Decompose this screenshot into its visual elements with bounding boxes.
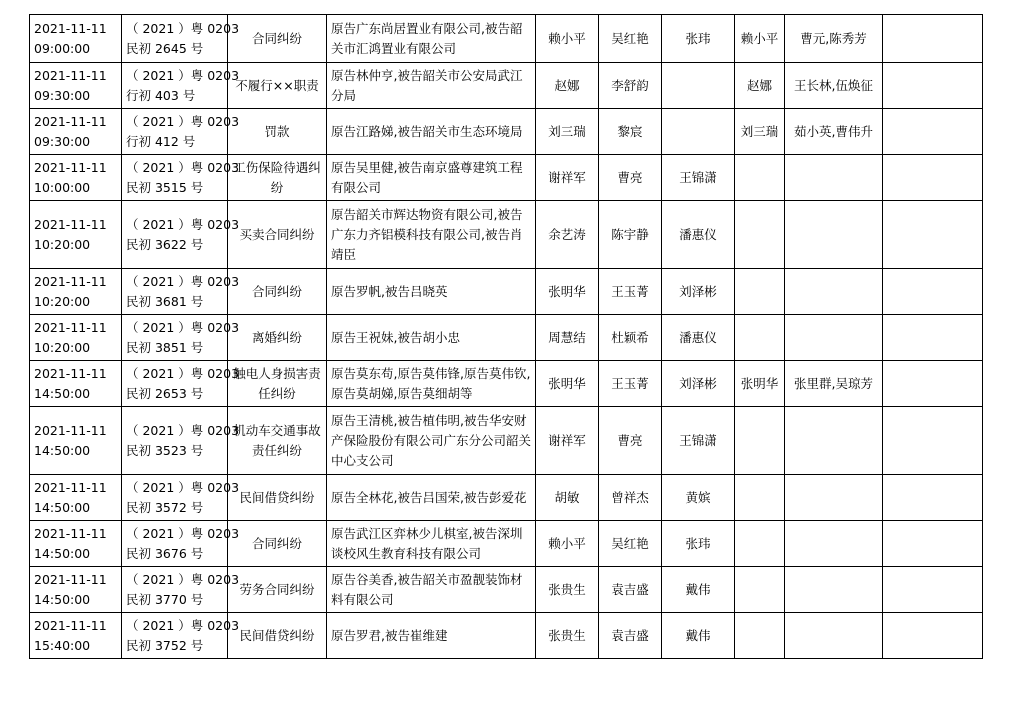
hearing-time: 09:30:00	[34, 133, 91, 149]
juror-2: 戴伟	[662, 613, 735, 659]
hearing-date: 2021-11-11	[34, 273, 107, 289]
hearing-time: 14:50:00	[34, 385, 91, 401]
presiding-judge	[735, 475, 785, 521]
juror-1: 陈宇静	[599, 201, 662, 269]
case-number-serial: 民初 3523 号	[126, 442, 204, 458]
juror-2: 刘泽彬	[662, 269, 735, 315]
table-body	[30, 15, 983, 659]
case-cause: 合同纠纷	[228, 15, 327, 63]
case-number-court: （ 2021 ）粤 0203	[126, 571, 240, 587]
case-cause: 离婚纠纷	[228, 315, 327, 361]
case-number-cell	[122, 201, 240, 269]
case-parties: 原告莫东苟,原告莫伟锋,原告莫伟钦,原告莫胡娣,原告莫细胡等	[327, 361, 536, 407]
other-members: 张里群,吴琼芳	[785, 361, 883, 407]
case-parties: 原告广东尚居置业有限公司,被告韶关市汇鸿置业有限公司	[327, 15, 536, 63]
hearing-date: 2021-11-11	[34, 617, 107, 633]
juror-2	[662, 63, 735, 109]
table-row	[30, 475, 983, 521]
juror-1: 李舒韵	[599, 63, 662, 109]
other-members	[785, 613, 883, 659]
case-number-serial: 民初 3770 号	[126, 591, 204, 607]
presiding-judge	[735, 269, 785, 315]
hearing-time: 14:50:00	[34, 545, 91, 561]
juror-1: 黎宸	[599, 109, 662, 155]
table-row	[30, 155, 983, 201]
case-number-serial: 民初 3622 号	[126, 236, 204, 252]
juror-2: 潘惠仪	[662, 201, 735, 269]
case-parties: 原告谷美香,被告韶关市盈靓装饰材料有限公司	[327, 567, 536, 613]
judge: 周慧结	[536, 315, 599, 361]
presiding-judge	[735, 567, 785, 613]
case-parties: 原告韶关市辉达物资有限公司,被告广东力齐铝模科技有限公司,被告肖靖臣	[327, 201, 536, 269]
presiding-judge	[735, 521, 785, 567]
table-row	[30, 63, 983, 109]
presiding-judge: 赵娜	[735, 63, 785, 109]
presiding-judge	[735, 407, 785, 475]
case-number-court: （ 2021 ）粤 0203	[126, 113, 240, 129]
case-number-serial: 民初 3676 号	[126, 545, 204, 561]
hearing-datetime-cell	[30, 407, 122, 475]
hearing-time: 14:50:00	[34, 591, 91, 607]
hearing-datetime-cell	[30, 475, 122, 521]
table-row	[30, 613, 983, 659]
note-cell	[883, 567, 983, 613]
table-row	[30, 521, 983, 567]
hearing-time: 09:30:00	[34, 87, 91, 103]
juror-2: 戴伟	[662, 567, 735, 613]
case-number-cell	[122, 567, 240, 613]
other-members	[785, 521, 883, 567]
table-row	[30, 567, 983, 613]
hearing-date: 2021-11-11	[34, 365, 107, 381]
case-number-cell	[122, 361, 240, 407]
judge: 张明华	[536, 361, 599, 407]
hearing-datetime-cell	[30, 15, 122, 63]
case-parties: 原告吴里健,被告南京盛尊建筑工程有限公司	[327, 155, 536, 201]
case-number-serial: 民初 3572 号	[126, 499, 204, 515]
note-cell	[883, 269, 983, 315]
juror-1: 王玉菁	[599, 269, 662, 315]
juror-2: 潘惠仪	[662, 315, 735, 361]
presiding-judge	[735, 315, 785, 361]
hearing-schedule-table	[29, 14, 983, 659]
other-members	[785, 475, 883, 521]
hearing-time: 15:40:00	[34, 637, 91, 653]
case-number-serial: 民初 3851 号	[126, 339, 204, 355]
juror-1: 吴红艳	[599, 521, 662, 567]
case-cause: 买卖合同纠纷	[228, 201, 327, 269]
hearing-time: 10:20:00	[34, 293, 91, 309]
case-number-court: （ 2021 ）粤 0203	[126, 479, 240, 495]
other-members	[785, 201, 883, 269]
case-number-court: （ 2021 ）粤 0203	[126, 216, 240, 232]
presiding-judge	[735, 201, 785, 269]
presiding-judge	[735, 155, 785, 201]
judge: 刘三瑞	[536, 109, 599, 155]
judge: 赵娜	[536, 63, 599, 109]
hearing-time: 09:00:00	[34, 40, 91, 56]
juror-2: 王锦潇	[662, 155, 735, 201]
case-number-serial: 民初 3752 号	[126, 637, 204, 653]
case-cause: 不履行××职责	[228, 63, 327, 109]
presiding-judge	[735, 613, 785, 659]
note-cell	[883, 155, 983, 201]
note-cell	[883, 521, 983, 567]
other-members	[785, 155, 883, 201]
hearing-date: 2021-11-11	[34, 319, 107, 335]
case-number-court: （ 2021 ）粤 0203	[126, 422, 240, 438]
case-parties: 原告武江区弈林少儿棋室,被告深圳谈校风生教育科技有限公司	[327, 521, 536, 567]
case-cause: 合同纠纷	[228, 521, 327, 567]
hearing-datetime-cell	[30, 269, 122, 315]
hearing-date: 2021-11-11	[34, 479, 107, 495]
hearing-datetime-cell	[30, 613, 122, 659]
hearing-date: 2021-11-11	[34, 525, 107, 541]
hearing-datetime-cell	[30, 201, 122, 269]
note-cell	[883, 475, 983, 521]
hearing-time: 10:20:00	[34, 236, 91, 252]
table-row	[30, 269, 983, 315]
hearing-date: 2021-11-11	[34, 20, 107, 36]
hearing-date: 2021-11-11	[34, 159, 107, 175]
table-row	[30, 315, 983, 361]
hearing-datetime-cell	[30, 63, 122, 109]
hearing-datetime-cell	[30, 155, 122, 201]
case-number-cell	[122, 613, 240, 659]
case-cause: 民间借贷纠纷	[228, 613, 327, 659]
case-cause: 劳务合同纠纷	[228, 567, 327, 613]
note-cell	[883, 407, 983, 475]
hearing-datetime-cell	[30, 109, 122, 155]
juror-1: 杜颖希	[599, 315, 662, 361]
note-cell	[883, 315, 983, 361]
case-cause: 民间借贷纠纷	[228, 475, 327, 521]
case-cause: 工伤保险待遇纠纷	[228, 155, 327, 201]
table-row	[30, 201, 983, 269]
hearing-time: 14:50:00	[34, 499, 91, 515]
case-number-serial: 民初 3681 号	[126, 293, 204, 309]
case-number-court: （ 2021 ）粤 0203	[126, 525, 240, 541]
case-number-court: （ 2021 ）粤 0203	[126, 273, 240, 289]
case-cause: 机动车交通事故责任纠纷	[228, 407, 327, 475]
note-cell	[883, 613, 983, 659]
judge: 胡敏	[536, 475, 599, 521]
hearing-datetime-cell	[30, 361, 122, 407]
case-cause: 罚款	[228, 109, 327, 155]
judge: 张贵生	[536, 613, 599, 659]
juror-1: 袁吉盛	[599, 613, 662, 659]
juror-1: 曾祥杰	[599, 475, 662, 521]
juror-1: 曹亮	[599, 407, 662, 475]
case-number-court: （ 2021 ）粤 0203	[126, 67, 240, 83]
note-cell	[883, 201, 983, 269]
table-row	[30, 109, 983, 155]
case-number-cell	[122, 15, 240, 63]
case-number-serial: 行初 412 号	[126, 133, 196, 149]
case-parties: 原告江路娣,被告韶关市生态环境局	[327, 109, 536, 155]
other-members	[785, 407, 883, 475]
presiding-judge: 刘三瑞	[735, 109, 785, 155]
case-number-court: （ 2021 ）粤 0203	[126, 159, 240, 175]
case-number-court: （ 2021 ）粤 0203	[126, 319, 240, 335]
note-cell	[883, 361, 983, 407]
judge: 赖小平	[536, 15, 599, 63]
other-members	[785, 269, 883, 315]
case-parties: 原告罗帆,被告吕晓英	[327, 269, 536, 315]
case-parties: 原告王祝妹,被告胡小忠	[327, 315, 536, 361]
juror-1: 王玉菁	[599, 361, 662, 407]
case-parties: 原告全林花,被告吕国荣,被告彭爱花	[327, 475, 536, 521]
juror-2	[662, 109, 735, 155]
juror-1: 曹亮	[599, 155, 662, 201]
hearing-date: 2021-11-11	[34, 67, 107, 83]
judge: 谢祥军	[536, 407, 599, 475]
case-number-cell	[122, 269, 240, 315]
presiding-judge: 张明华	[735, 361, 785, 407]
case-cause: 合同纠纷	[228, 269, 327, 315]
juror-1: 吴红艳	[599, 15, 662, 63]
hearing-date: 2021-11-11	[34, 216, 107, 232]
case-number-cell	[122, 407, 240, 475]
juror-2: 黄嫔	[662, 475, 735, 521]
note-cell	[883, 109, 983, 155]
other-members	[785, 567, 883, 613]
hearing-datetime-cell	[30, 315, 122, 361]
case-cause: 触电人身损害责任纠纷	[228, 361, 327, 407]
case-number-cell	[122, 475, 240, 521]
hearing-date: 2021-11-11	[34, 113, 107, 129]
case-number-cell	[122, 109, 240, 155]
case-number-serial: 行初 403 号	[126, 87, 196, 103]
hearing-datetime-cell	[30, 567, 122, 613]
table-row	[30, 15, 983, 63]
case-number-cell	[122, 63, 240, 109]
other-members: 王长林,伍焕征	[785, 63, 883, 109]
other-members: 曹元,陈秀芳	[785, 15, 883, 63]
table-row	[30, 407, 983, 475]
case-number-cell	[122, 315, 240, 361]
hearing-datetime-cell	[30, 521, 122, 567]
case-number-serial: 民初 2653 号	[126, 385, 204, 401]
judge: 张贵生	[536, 567, 599, 613]
judge: 谢祥军	[536, 155, 599, 201]
other-members	[785, 315, 883, 361]
juror-2: 王锦潇	[662, 407, 735, 475]
other-members: 茹小英,曹伟升	[785, 109, 883, 155]
case-parties: 原告林仲亨,被告韶关市公安局武江分局	[327, 63, 536, 109]
hearing-time: 10:20:00	[34, 339, 91, 355]
table-row	[30, 361, 983, 407]
note-cell	[883, 63, 983, 109]
judge: 余艺涛	[536, 201, 599, 269]
case-parties: 原告罗君,被告崔维建	[327, 613, 536, 659]
hearing-time: 10:00:00	[34, 179, 91, 195]
judge: 张明华	[536, 269, 599, 315]
case-number-court: （ 2021 ）粤 0203	[126, 20, 240, 36]
case-number-court: （ 2021 ）粤 0203	[126, 617, 240, 633]
case-number-serial: 民初 2645 号	[126, 40, 204, 56]
case-parties: 原告王清桃,被告植伟明,被告华安财产保险股份有限公司广东分公司韶关中心支公司	[327, 407, 536, 475]
case-number-court: （ 2021 ）粤 0203	[126, 365, 240, 381]
case-number-cell	[122, 155, 240, 201]
juror-1: 袁吉盛	[599, 567, 662, 613]
case-number-serial: 民初 3515 号	[126, 179, 204, 195]
hearing-time: 14:50:00	[34, 442, 91, 458]
juror-2: 刘泽彬	[662, 361, 735, 407]
presiding-judge: 赖小平	[735, 15, 785, 63]
judge: 赖小平	[536, 521, 599, 567]
note-cell	[883, 15, 983, 63]
hearing-date: 2021-11-11	[34, 571, 107, 587]
case-number-cell	[122, 521, 240, 567]
hearing-date: 2021-11-11	[34, 422, 107, 438]
juror-2: 张玮	[662, 521, 735, 567]
juror-2: 张玮	[662, 15, 735, 63]
